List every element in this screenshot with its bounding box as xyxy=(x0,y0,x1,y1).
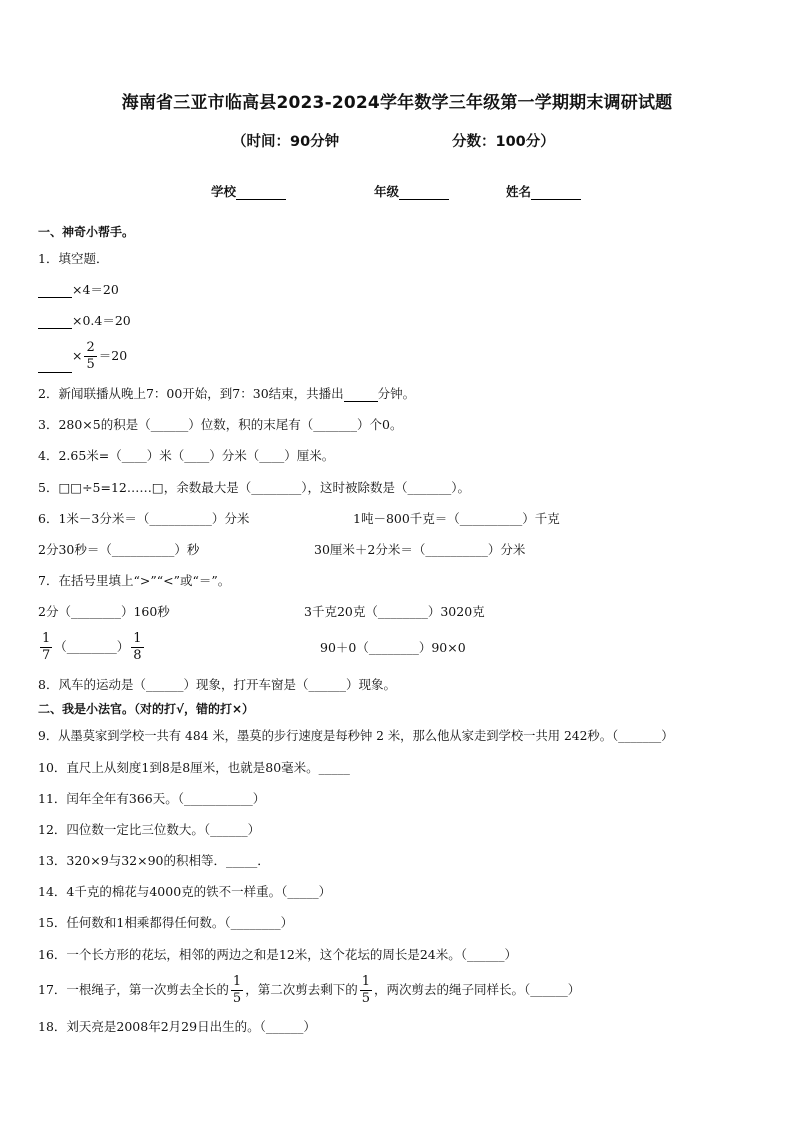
compare-blank[interactable]: （________） xyxy=(54,639,130,654)
question-1c xyxy=(38,340,127,373)
question-15: 15．任何数和1相乘都得任何数。（________） xyxy=(38,915,294,930)
fraction xyxy=(40,631,52,664)
question-18: 18．刘天亮是2008年2月29日出生的。（______） xyxy=(38,1019,316,1034)
question-1-stem: 1．填空题． xyxy=(38,251,109,266)
answer-blank[interactable] xyxy=(38,314,72,329)
question-14: 14．4千克的棉花与4000克的铁不一样重。（_____） xyxy=(38,884,332,899)
question-5: 5．□□÷5=12……□，余数最大是（________），这时被除数是（_______）。 xyxy=(38,480,470,495)
question-2-unit: 分钟。 xyxy=(377,386,416,401)
question-13: 13．320×9与32×90的积相等．_____． xyxy=(38,853,270,868)
fraction-denominator: 8 xyxy=(133,648,142,663)
total-score: 分数：100分） xyxy=(452,134,555,150)
question-1b xyxy=(38,313,131,329)
question-17-part-c: ，两次剪去的绳子同样长。（______） xyxy=(374,982,581,997)
answer-blank[interactable] xyxy=(38,283,72,298)
student-info-row xyxy=(0,182,794,202)
question-10: 10．直尺上从刻度1到8是8厘米，也就是80毫米。_____ xyxy=(38,760,350,775)
grade-field xyxy=(374,182,449,200)
question-6d: 30厘米＋2分米＝（__________）分米 xyxy=(314,542,526,557)
question-11: 11．闰年全年有366天。（___________） xyxy=(38,791,266,806)
fraction-numerator: 1 xyxy=(42,631,51,646)
question-3: 3．280×5的积是（______）位数，积的末尾有（_______）个0。 xyxy=(38,417,403,432)
section-heading-2: 二、我是小法官。（对的打√，错的打×） xyxy=(38,702,255,716)
answer-blank[interactable] xyxy=(344,387,378,402)
question-1a xyxy=(38,282,119,298)
fraction xyxy=(131,631,143,664)
question-7d: 90＋0（________）90×0 xyxy=(320,640,466,655)
question-12: 12．四位数一定比三位数大。（______） xyxy=(38,822,261,837)
question-2-text: 2．新闻联播从晚上7：00开始，到7：30结束，共播出 xyxy=(38,386,344,401)
answer-blank[interactable] xyxy=(38,358,72,373)
school-blank[interactable] xyxy=(236,185,286,200)
question-8: 8．风车的运动是（______）现象，打开车窗是（______）现象。 xyxy=(38,677,396,692)
section-heading-1: 一、神奇小帮手。 xyxy=(38,225,135,239)
question-7-stem: 7．在括号里填上“>”“<”或“＝”。 xyxy=(38,573,231,588)
question-6b: 1吨－800千克＝（__________）千克 xyxy=(353,511,560,526)
question-17-part-b: ，第二次剪去剩下的 xyxy=(245,982,358,997)
fraction xyxy=(360,974,372,1007)
question-1c-result: ＝20 xyxy=(98,348,128,363)
question-17 xyxy=(38,970,580,1010)
time-limit: （时间：90分钟 xyxy=(232,134,340,150)
fraction xyxy=(84,340,96,373)
fraction xyxy=(231,974,243,1007)
question-2 xyxy=(38,386,415,402)
grade-blank[interactable] xyxy=(399,185,449,200)
question-1c-op: × xyxy=(72,348,83,363)
name-label: 姓名 xyxy=(506,184,532,199)
fraction-numerator: 1 xyxy=(361,974,370,989)
school-field xyxy=(211,182,286,200)
fraction-denominator: 5 xyxy=(361,991,370,1006)
name-field xyxy=(506,182,581,200)
school-label: 学校 xyxy=(211,184,237,199)
question-7b: 3千克20克（________）3020克 xyxy=(304,604,485,619)
question-6c: 2分30秒＝（__________）秒 xyxy=(38,542,200,557)
question-7a: 2分（________）160秒 xyxy=(38,604,170,619)
question-4: 4．2.65米=（____）米（____）分米（____）厘米。 xyxy=(38,448,335,463)
fraction-numerator: 1 xyxy=(133,631,142,646)
question-1a-text: ×4＝20 xyxy=(72,282,119,297)
question-9: 9．从墨莫家到学校一共有 484 米，墨莫的步行速度是每秒钟 2 米，那么他从家走到学校一共用 242秒。（_______） xyxy=(38,729,674,743)
fraction-denominator: 5 xyxy=(86,357,95,372)
page-title: 海南省三亚市临高县2023-2024学年数学三年级第一学期期末调研试题 xyxy=(121,93,673,113)
name-blank[interactable] xyxy=(531,185,581,200)
grade-label: 年级 xyxy=(374,184,400,199)
fraction-denominator: 5 xyxy=(232,991,242,1006)
fraction-numerator: 1 xyxy=(232,974,242,989)
question-17-part-a: 17．一根绳子，第一次剪去全长的 xyxy=(38,982,229,997)
fraction-denominator: 7 xyxy=(42,648,51,663)
question-6a: 6．1米－3分米＝（__________）分米 xyxy=(38,511,250,526)
fraction-numerator: 2 xyxy=(86,340,95,355)
question-1b-text: ×0.4＝20 xyxy=(72,313,131,328)
question-16: 16．一个长方形的花坛，相邻的两边之和是12米，这个花坛的周长是24米。（______） xyxy=(38,947,517,962)
question-7c xyxy=(38,630,146,664)
exam-meta xyxy=(0,130,794,152)
